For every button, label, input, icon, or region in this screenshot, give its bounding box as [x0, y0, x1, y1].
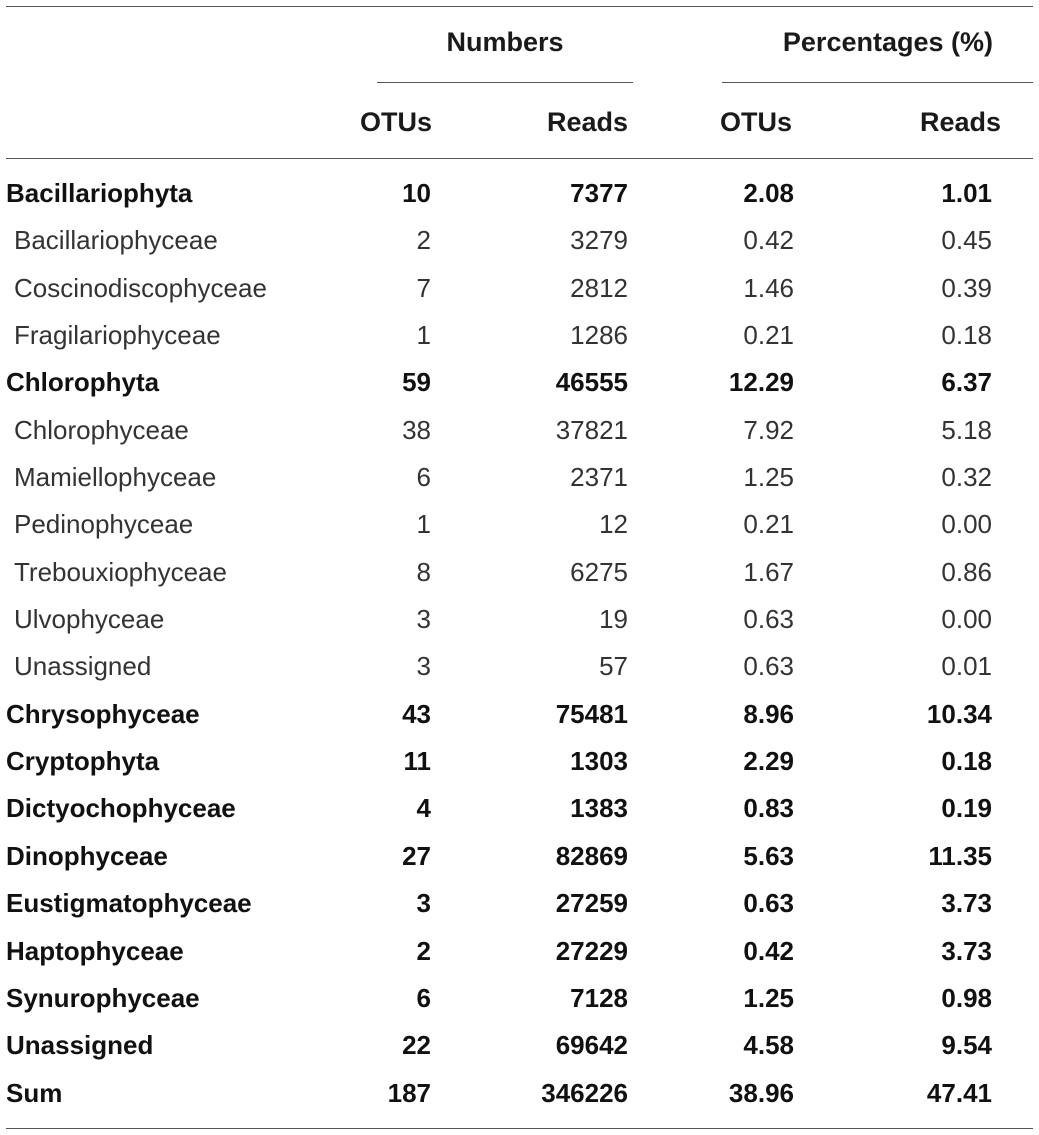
reads-count-cell: 2371 [570, 462, 628, 493]
table-row [0, 738, 1039, 785]
otus-count-cell: 187 [387, 1077, 431, 1108]
reads-count-cell: 6275 [570, 556, 628, 587]
table-row [0, 359, 1039, 406]
table-row [0, 643, 1039, 690]
reads-percent-cell: 0.18 [941, 320, 992, 351]
taxon-name-cell: Trebouxiophyceae [14, 556, 227, 587]
taxon-name-cell: Ulvophyceae [14, 604, 165, 635]
otus-count-cell: 10 [402, 178, 431, 208]
reads-count-cell: 2812 [570, 272, 628, 303]
reads-percent-cell: 0.00 [941, 509, 992, 540]
column-header-percent-otus: OTUs [719, 107, 792, 137]
column-header-numbers-otus: OTUs [359, 107, 432, 137]
otus-percent-cell: 1.25 [743, 462, 794, 493]
reads-count-cell: 69642 [555, 1030, 628, 1061]
reads-count-cell: 346226 [541, 1077, 628, 1108]
table-row [0, 833, 1039, 880]
otus-percent-cell: 0.21 [743, 320, 794, 351]
taxon-name-cell: Haptophyceae [6, 935, 184, 966]
otus-count-cell: 11 [403, 746, 431, 777]
reads-count-cell: 7377 [570, 178, 628, 208]
taxon-name-cell: Dictyochophyceae [6, 793, 236, 824]
otus-count-cell: 3 [416, 651, 431, 682]
reads-percent-cell: 3.73 [941, 935, 992, 966]
taxon-name-cell: Unassigned [6, 1030, 154, 1061]
reads-count-cell: 1286 [570, 320, 628, 351]
numbers-group-rule [377, 82, 633, 83]
reads-percent-cell: 0.18 [941, 746, 992, 777]
reads-count-cell: 19 [599, 604, 628, 635]
table-top-rule [6, 6, 1033, 7]
otus-count-cell: 22 [402, 1030, 431, 1061]
reads-count-cell: 3279 [570, 225, 628, 256]
otus-percent-cell: 1.67 [743, 556, 794, 587]
taxon-name-cell: Coscinodiscophyceae [14, 272, 267, 303]
taxon-name-cell: Eustigmatophyceae [6, 888, 252, 919]
taxon-name-cell: Cryptophyta [6, 746, 160, 777]
otus-count-cell: 27 [402, 840, 431, 871]
otus-count-cell: 1 [416, 509, 431, 540]
taxon-name-cell: Fragilariophyceae [14, 320, 221, 351]
reads-count-cell: 37821 [555, 414, 628, 445]
otus-count-cell: 4 [416, 793, 431, 824]
reads-percent-cell: 11.35 [928, 840, 992, 871]
reads-percent-cell: 0.19 [941, 793, 992, 824]
table-row [0, 312, 1039, 359]
table-row [0, 407, 1039, 454]
table-total-row [0, 1070, 1039, 1117]
column-header-numbers-reads: Reads [546, 107, 628, 137]
percentages-group-rule [722, 82, 1033, 83]
reads-percent-cell: 0.01 [941, 651, 992, 682]
taxon-name-cell: Mamiellophyceae [14, 462, 217, 493]
table-body [0, 170, 1039, 1117]
reads-percent-cell: 0.32 [941, 462, 992, 493]
reads-count-cell: 12 [599, 509, 628, 540]
otus-count-cell: 3 [416, 604, 431, 635]
percentages-group-header: Percentages (%) [782, 27, 993, 57]
reads-percent-cell: 0.39 [941, 272, 992, 303]
reads-percent-cell: 0.00 [941, 604, 992, 635]
reads-percent-cell: 6.37 [941, 367, 992, 398]
table-row [0, 265, 1039, 312]
taxon-name-cell: Unassigned [14, 651, 152, 682]
taxon-name-cell: Chlorophyta [6, 367, 160, 398]
otus-count-cell: 6 [416, 462, 431, 493]
reads-count-cell: 1303 [570, 746, 628, 777]
reads-count-cell: 1383 [570, 793, 628, 824]
table-bottom-rule [6, 1128, 1033, 1129]
reads-percent-cell: 0.98 [941, 982, 992, 1013]
otus-count-cell: 7 [416, 272, 431, 303]
otus-percent-cell: 8.96 [743, 698, 794, 729]
otus-percent-cell: 0.21 [743, 509, 794, 540]
column-header-percent-reads: Reads [919, 107, 1001, 137]
otus-count-cell: 59 [402, 367, 431, 398]
taxon-name-cell: Bacillariophyta [6, 178, 193, 208]
table-row [0, 928, 1039, 975]
numbers-group-header: Numbers [446, 27, 564, 57]
otus-count-cell: 43 [402, 698, 431, 729]
otus-percent-cell: 7.92 [743, 414, 794, 445]
table-row [0, 596, 1039, 643]
reads-percent-cell: 9.54 [941, 1030, 992, 1061]
table-row [0, 170, 1039, 217]
otus-percent-cell: 38.96 [728, 1077, 794, 1108]
table-row [0, 880, 1039, 927]
taxon-name-cell: Chlorophyceae [14, 414, 189, 445]
reads-percent-cell: 10.34 [926, 698, 992, 729]
reads-count-cell: 46555 [555, 367, 628, 398]
taxon-name-cell: Synurophyceae [6, 982, 200, 1013]
table-row [0, 549, 1039, 596]
otus-count-cell: 6 [416, 982, 431, 1013]
taxon-name-cell: Chrysophyceae [6, 698, 200, 729]
otus-count-cell: 1 [416, 320, 431, 351]
taxon-name-cell: Bacillariophyceae [14, 225, 218, 256]
reads-count-cell: 82869 [555, 840, 628, 871]
otus-percent-cell: 2.29 [743, 746, 794, 777]
table-row [0, 691, 1039, 738]
reads-count-cell: 75481 [555, 698, 628, 729]
otus-percent-cell: 0.63 [743, 888, 794, 919]
otus-count-cell: 8 [416, 556, 431, 587]
taxon-name-cell: Dinophyceae [6, 840, 168, 871]
reads-count-cell: 7128 [570, 982, 628, 1013]
reads-percent-cell: 5.18 [941, 414, 992, 445]
table-row [0, 975, 1039, 1022]
table-row [0, 454, 1039, 501]
taxon-name-cell: Sum [6, 1077, 63, 1108]
table-row [0, 217, 1039, 264]
otus-percent-cell: 0.63 [743, 604, 794, 635]
reads-count-cell: 57 [599, 651, 628, 682]
reads-percent-cell: 0.45 [941, 225, 992, 256]
taxon-name-cell: Pedinophyceae [14, 509, 194, 540]
otus-percent-cell: 1.46 [743, 272, 794, 303]
otus-percent-cell: 0.83 [743, 793, 794, 824]
otus-percent-cell: 2.08 [743, 178, 794, 208]
otus-count-cell: 38 [402, 414, 431, 445]
table-row [0, 501, 1039, 548]
otus-count-cell: 2 [416, 935, 431, 966]
table-row [0, 785, 1039, 832]
reads-count-cell: 27229 [555, 935, 628, 966]
otus-percent-cell: 12.29 [728, 367, 794, 398]
otus-percent-cell: 5.63 [743, 840, 794, 871]
otus-count-cell: 2 [416, 225, 431, 256]
otus-percent-cell: 4.58 [743, 1030, 794, 1061]
header-bottom-rule [6, 158, 1033, 159]
otus-percent-cell: 1.25 [743, 982, 794, 1013]
otus-percent-cell: 0.42 [743, 225, 794, 256]
otus-percent-cell: 0.63 [743, 651, 794, 682]
reads-percent-cell: 47.41 [926, 1077, 992, 1108]
otus-count-cell: 3 [416, 888, 431, 919]
reads-count-cell: 27259 [555, 888, 628, 919]
table-row [0, 1022, 1039, 1069]
reads-percent-cell: 3.73 [941, 888, 992, 919]
reads-percent-cell: 0.86 [941, 556, 992, 587]
reads-percent-cell: 1.01 [941, 178, 992, 208]
otus-percent-cell: 0.42 [743, 935, 794, 966]
